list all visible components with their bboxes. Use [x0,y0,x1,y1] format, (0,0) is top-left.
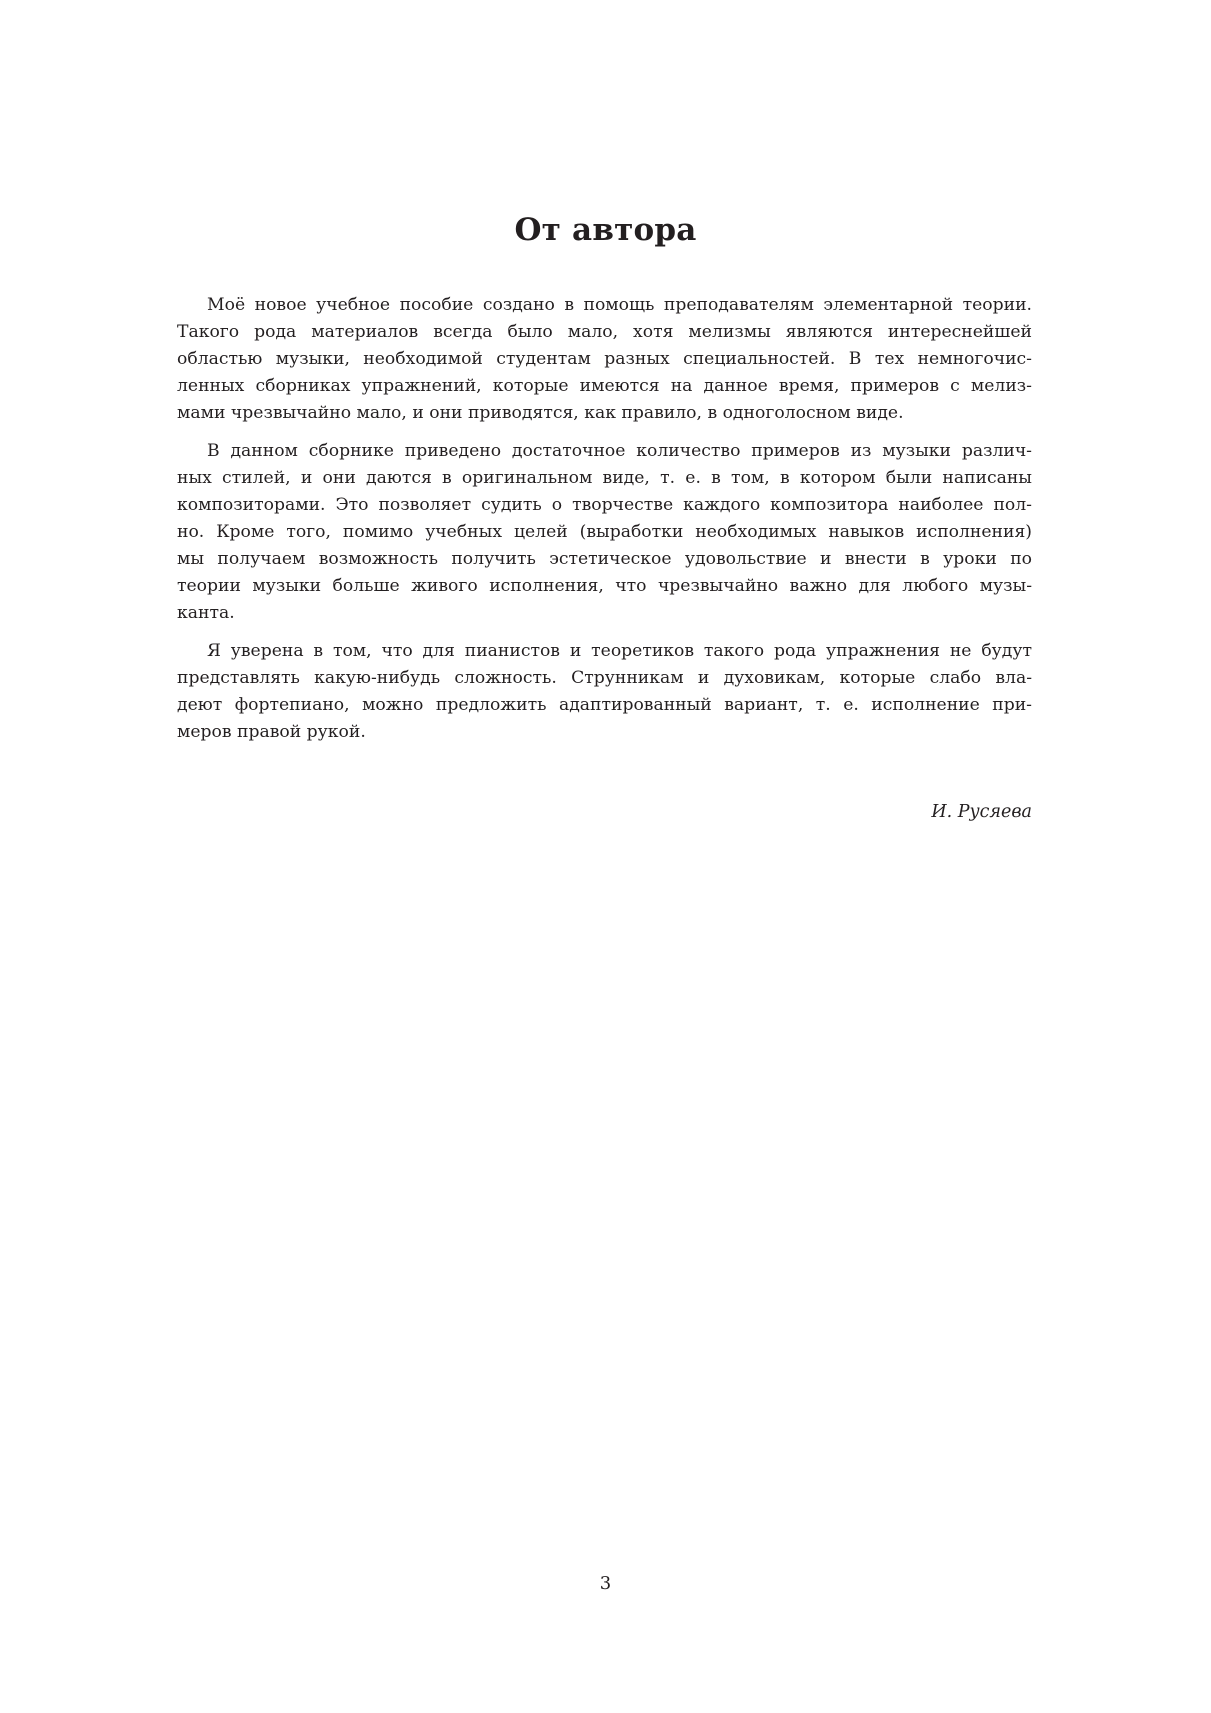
text-line: мами чрезвычайно мало, и они приводятся, как правило, в одноголосном виде. [177,403,904,423]
text-line: композиторами. Это позволяет судить о творчестве каждого композитора наиболее пол- [177,495,1032,515]
author-signature: И. Русяева [931,802,1032,822]
text-line: областью музыки, необходимой студентам разных специальностей. В тех немногочис- [177,349,1032,369]
paragraph-2 [177,438,1032,627]
text-line: канта. [177,603,235,623]
text-line: представлять какую-нибудь сложность. Струнникам и духовикам, которые слабо вла- [177,668,1032,688]
text-line: Такого рода материалов всегда было мало, хотя мелизмы являются интереснейшей [177,322,1032,342]
text-line: меров правой рукой. [177,722,366,742]
page-title: От автора [514,212,697,248]
text-line: но. Кроме того, помимо учебных целей (выработки необходимых навыков исполнения) [177,522,1032,542]
text-line: мы получаем возможность получить эстетическое удовольствие и внести в уроки по [177,549,1032,569]
body-text [177,292,1032,757]
text-line: теории музыки больше живого исполнения, что чрезвычайно важно для любого музы- [177,576,1032,596]
text-line: Я уверена в том, что для пианистов и теоретиков такого рода упражнения не будут [207,641,1032,661]
page-number: 3 [599,1573,612,1594]
paragraph-3 [177,638,1032,746]
text-line: В данном сборнике приведено достаточное количество примеров из музыки различ- [207,441,1032,461]
text-line: Моё новое учебное пособие создано в помощь преподавателям элементарной теории. [207,295,1032,315]
paragraph-1 [177,292,1032,427]
text-line: деют фортепиано, можно предложить адаптированный вариант, т. е. исполнение при- [177,695,1032,715]
text-line: ных стилей, и они даются в оригинальном виде, т. е. в том, в котором были написаны [177,468,1032,488]
text-line: ленных сборниках упражнений, которые имеются на данное время, примеров с мелиз- [177,376,1032,396]
